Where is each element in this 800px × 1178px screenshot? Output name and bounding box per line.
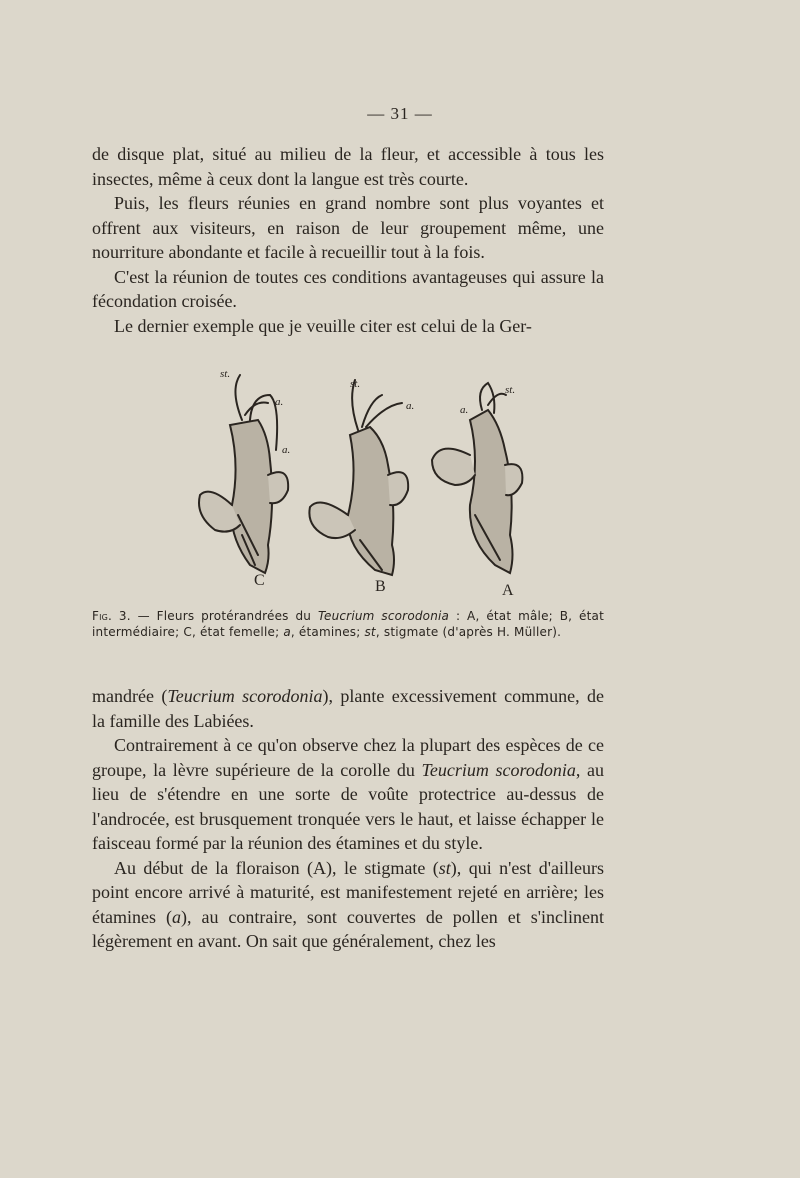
paragraph-2: Puis, les fleurs réunies en grand nombre sont plus voyantes et offrent aux visiteurs, en raison de leur groupement même, une nourriture abondante et facile à recueillir tout à la fois. <box>92 193 604 262</box>
annotation-st-b: st. <box>350 378 361 390</box>
p7-a: a <box>171 906 181 927</box>
caption-species: Teucrium scorodonia <box>317 609 450 623</box>
text-block-bottom <box>92 684 604 954</box>
annotation-a-c: a. <box>275 396 284 408</box>
annotation-a-c2: a. <box>282 444 291 456</box>
caption-fig-number: Fig. 3. <box>92 609 131 623</box>
paragraph-4: Le dernier exemple que je veuille citer est celui de la Ger- <box>114 315 532 336</box>
p7-mid: ), qui n'est d'ailleurs point encore arrivé à maturité, est manifestement rejeté en arrière; les étamines ( <box>92 857 604 927</box>
p5-post: ), plante excessivement commune, de la famille des Labiées. <box>92 686 604 731</box>
p6-species: Teucrium scorodonia <box>421 759 576 780</box>
figure-caption <box>92 608 604 640</box>
page-number: — 31 — <box>367 104 433 123</box>
annotation-a-a: a. <box>460 404 469 416</box>
caption-st-symbol: st <box>364 625 376 639</box>
flower-a-drawing <box>432 383 522 573</box>
paragraph-6 <box>92 733 604 856</box>
caption-rest-1: : A, état mâle; B, état intermédiaire; C, état femelle; <box>92 609 604 639</box>
paragraph-7 <box>92 856 604 954</box>
p5-pre: mandrée ( <box>92 686 168 706</box>
p7-pre: Au début de la floraison (A), le stigmate ( <box>114 857 439 878</box>
p6-pre: Contrairement à ce qu'on observe chez la plupart des espèces de ce groupe, la lèvre supérieure de la corolle du <box>92 735 604 780</box>
flower-b-drawing <box>309 380 408 575</box>
paragraph-5 <box>92 684 604 733</box>
annotation-a-b: a. <box>406 400 415 412</box>
annotation-st-c: st. <box>220 368 231 380</box>
caption-a-symbol: a <box>283 625 291 639</box>
p7-post: ), au contraire, sont couvertes de pollen et s'inclinent légèrement en avant. On sait que généralement, chez les <box>92 906 604 951</box>
flower-illustration <box>170 365 550 595</box>
caption-rest-3: , stigmate (d'après H. Müller). <box>375 625 562 639</box>
annotation-st-a: st. <box>505 384 516 396</box>
paragraph-1: de disque plat, situé au milieu de la fleur, et accessible à tous les insectes, même à ceux dont la langue est très courte. <box>92 144 604 189</box>
figure-teucrium-flowers <box>170 365 550 595</box>
p5-species: Teucrium scorodonia <box>167 686 323 706</box>
caption-dash: — Fleurs protérandrées du <box>130 609 318 623</box>
p6-post: , au lieu de s'étendre en une sorte de voûte protectrice au-dessus de l'androcée, est brusquement tronquée vers le haut, et laisse échapper le faisceau formé par la réunion des étamines et du style. <box>92 759 604 853</box>
caption-rest-2: , étamines; <box>290 625 365 639</box>
text-block-top <box>92 142 604 338</box>
label-a: A <box>502 582 514 595</box>
label-c: C <box>254 572 265 589</box>
p7-st: st <box>438 857 451 878</box>
label-b: B <box>375 578 386 595</box>
paragraph-3: C'est la réunion de toutes ces conditions avantageuses qui assure la fécondation croisée. <box>92 266 604 311</box>
